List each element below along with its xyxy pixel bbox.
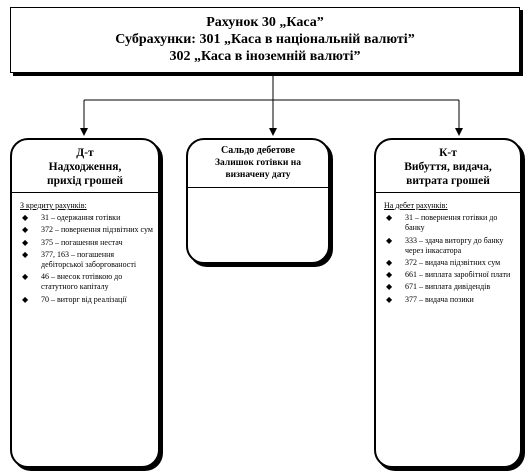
balance-box [186,138,330,264]
list-item [384,258,516,268]
list-item [20,238,154,248]
list-item-text: 372 – видача підзвітних сум [405,258,501,268]
list-item [20,295,154,305]
credit-lead: На дебет рахунків: [384,201,448,210]
diamond-bullet-icon: ◆ [22,272,29,282]
header-title: Рахунок 30 „Каса” [206,15,324,30]
list-item [20,225,154,235]
balance-header [188,140,328,188]
list-item [384,295,516,305]
diamond-bullet-icon: ◆ [386,258,393,268]
list-item [384,282,516,292]
list-item-text: 671 – виплата дивідендів [405,282,491,292]
debit-box [10,138,160,468]
debit-subtitle-1: Надходження, [48,161,122,173]
diamond-bullet-icon: ◆ [386,282,393,292]
diamond-bullet-icon: ◆ [386,270,393,280]
list-item-text: 377 – видача позики [405,294,474,304]
list-item-text: 661 – виплата заробітної плати [405,270,511,280]
diamond-bullet-icon: ◆ [22,213,29,223]
list-item-text: 31 – одержання готівки [41,213,121,223]
debit-lead: З кредиту рахунків: [20,201,87,210]
diamond-bullet-icon: ◆ [386,235,393,245]
credit-header [376,140,520,193]
list-item [20,272,154,292]
credit-body [376,193,520,305]
credit-box [374,138,522,468]
list-item [384,236,516,256]
debit-title: Д-т [76,147,94,159]
list-item-text: 31 – повернення готівки до банку [405,213,498,233]
account-header-box [10,7,520,73]
debit-list [20,213,154,305]
list-item-text: 333 – здача виторгу до банку через інкасатора [405,235,504,255]
list-item [384,213,516,233]
debit-header [12,140,158,193]
list-item-text: 46 – внесок готівкою до статутного капіталу [41,272,123,292]
debit-subtitle-2: прихід грошей [46,175,124,187]
diamond-bullet-icon: ◆ [22,249,29,259]
credit-subtitle-1: Вибуття, видача, [404,161,492,173]
header-subaccount-302: 302 „Каса в іноземній валюті” [169,49,361,64]
diamond-bullet-icon: ◆ [386,213,393,223]
list-item-text: 70 – виторг від реалізації [41,294,127,304]
list-item [20,250,154,270]
list-item [384,270,516,280]
credit-subtitle-2: витрата грошей [406,175,490,187]
credit-title: К-т [439,147,457,159]
diamond-bullet-icon: ◆ [22,294,29,304]
list-item-text: 377, 163 – погашення дебіторської заборгованості [41,249,137,270]
credit-list [384,213,516,305]
balance-title: Сальдо дебетове [221,145,295,156]
balance-description: Залишок готівки на визначену дату [215,158,301,180]
diamond-bullet-icon: ◆ [22,237,29,247]
list-item-text: 372 – повернення підзвітних сум [41,225,153,235]
list-item [20,213,154,223]
list-item-text: 375 – погашення нестач [41,237,123,247]
debit-body [12,193,158,305]
diamond-bullet-icon: ◆ [386,294,393,304]
header-subaccount-301: Субрахунки: 301 „Каса в національній валюті” [115,32,415,47]
diamond-bullet-icon: ◆ [22,225,29,235]
